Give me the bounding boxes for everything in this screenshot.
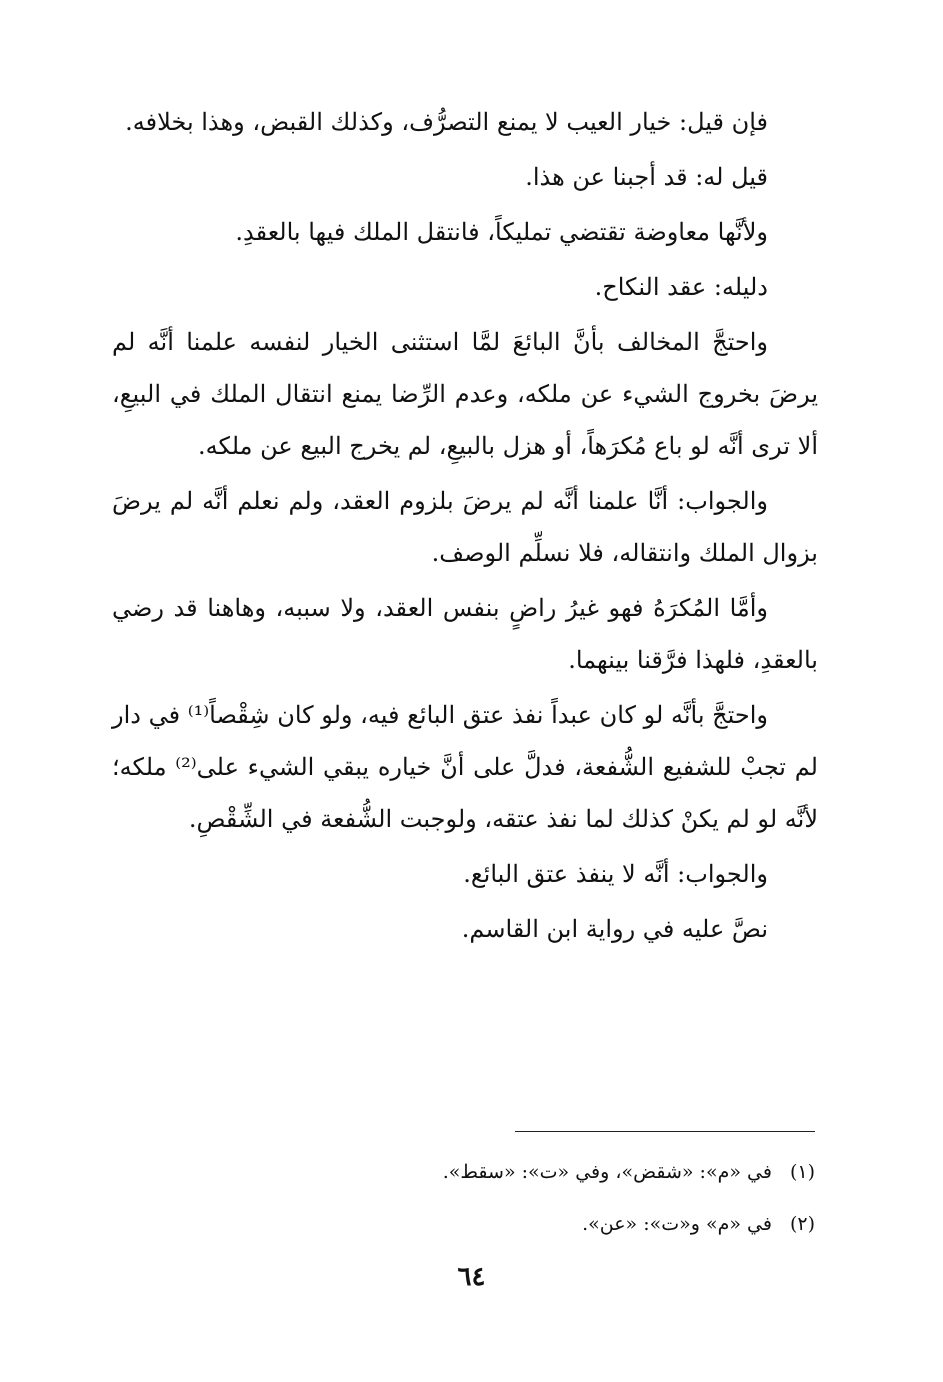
footnote-number: (٢) (789, 1213, 815, 1235)
footnote-text: في «م»: «شقض»، وفي «ت»: «سقط». (442, 1161, 772, 1183)
footnote-1 (115, 1146, 815, 1198)
paragraph-objection: فإن قيل: خيار العيب لا يمنع التصرُّف، وكذلك القبض، وهذا بخلافه. (125, 108, 768, 136)
paragraph-answer-1: والجواب: أنَّا علمنا أنَّه لم يرضَ بلزوم العقد، ولم نعلم أنَّه لم يرضَ بزوال الملك وانتقاله، فلا نسلِّم الوصف. (112, 487, 818, 567)
paragraph-opponent-argument: واحتجَّ المخالف بأنَّ البائعَ لمَّا استثنى الخيار لنفسه علمنا أنَّه لم يرضَ بخروج الشيء عن ملكه، وعدم الرِّضا يمنع انتقال الملك في البيعِ، ألا ترى أنَّه لو باع مُكرَهاً، أو هزل بالبيعِ، لم يخرج البيع عن ملكه. (112, 328, 818, 460)
paragraph-reply: قيل له: قد أجبنا عن هذا. (525, 163, 768, 191)
footnotes (115, 1146, 815, 1250)
paragraph-coerced: وأمَّا المُكرَهُ فهو غيرُ راضٍ بنفس العقد، ولا سببه، وهاهنا قد رضي بالعقدِ، فلهذا فرَّقنا بينهما. (112, 594, 818, 674)
footnote-number: (١) (789, 1161, 815, 1183)
footnote-text: في «م» و«ت»: «عن». (582, 1213, 772, 1235)
main-text-block (112, 96, 818, 955)
footnote-divider (515, 1131, 815, 1132)
page-number: ٦٤ (457, 1262, 486, 1292)
paragraph-narration: نصَّ عليه في رواية ابن القاسم. (461, 915, 768, 943)
paragraph-evidence: دليله: عقد النكاح. (594, 273, 768, 301)
paragraph-exchange-argument: ولأنَّها معاوضة تقتضي تمليكاً، فانتقل الملك فيها بالعقدِ. (235, 218, 768, 246)
paragraph-answer-2: والجواب: أنَّه لا ينفذ عتق البائع. (463, 860, 768, 888)
footnote-2 (115, 1198, 815, 1250)
paragraph-second-argument: واحتجَّ بأنَّه لو كان عبداً نفذ عتق البائع فيه، ولو كان شِقْصاً⁽¹⁾ في دار لم تجبْ للشفيع الشُّفعة، فدلَّ على أنَّ خياره يبقي الشيء على⁽²⁾ ملكه؛ لأنَّه لو لم يكنْ كذلك لما نفذ عتقه، ولوجبت الشُّفعة في الشِّقْصِ. (112, 701, 818, 833)
